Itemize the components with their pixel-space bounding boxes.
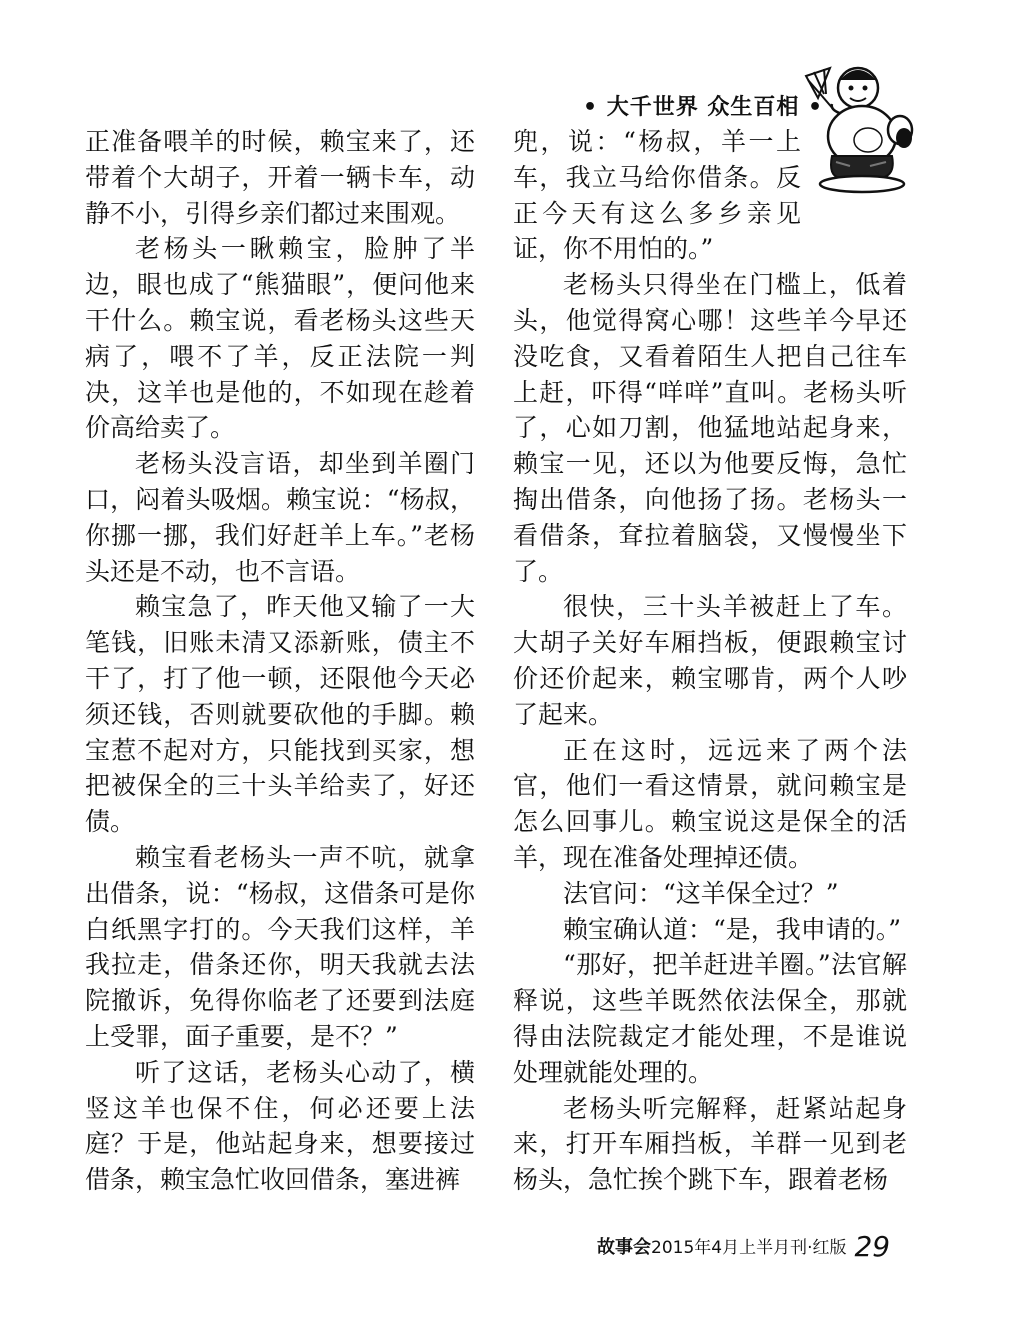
paragraph: 法官问：“这羊保全过？”: [563, 878, 839, 908]
paragraph: 赖宝看老杨头一声不吭，就拿出借条，说：“杨叔，这借条可是你白纸黑字打的。今天我们这样，羊我拉走，借条还你，明天我就去法院撤诉，免得你临老了还要到法庭上受罪，面子重要，是不？”: [85, 842, 475, 1051]
mascot-text-wrap: [801, 124, 907, 200]
paragraph: 正在这时，远远来了两个法官，他们一看这情景，就问赖宝是怎么回事儿。赖宝说这是保全的活羊，现在准备处理掉还债。: [513, 735, 907, 872]
paragraph: 听了这话，老杨头心动了，横竖这羊也保不住，何必还要上法庭？于是，他站起身来，想要接过借条，赖宝急忙收回借条，塞进裤: [85, 1057, 475, 1195]
paragraph: 兜，说：“杨叔，羊一上车，我立马给你借条。反正今天有这么多乡亲见证，你不用怕的。”: [513, 127, 801, 264]
paragraph: “那好，把羊赶进羊圈。”法官解释说，这些羊既然依法保全，那就得由法院裁定才能处理，不是谁说处理就能处理的。: [513, 950, 907, 1087]
right-text-column: [513, 124, 907, 1198]
paragraph: 很快，三十头羊被赶上了车。大胡子关好车厢挡板，便跟赖宝讨价还价起来，赖宝哪肯，两个人吵了起来。: [513, 592, 907, 729]
paragraph: 赖宝确认道：“是，我申请的。”: [563, 914, 902, 944]
left-text-column: [85, 124, 475, 1198]
paragraph: 老杨头没言语，却坐到羊圈门口，闷着头吸烟。赖宝说：“杨叔，你挪一挪，我们好赶羊上车。”老杨头还是不动，也不言语。: [85, 449, 475, 586]
paragraph: 老杨头一瞅赖宝，脸肿了半边，眼也成了“熊猫眼”，便问他来干什么。赖宝说，看老杨头这些天病了，喂不了羊，反正法院一判决，这羊也是他的，不如现在趁着价高给卖了。: [85, 234, 475, 443]
paragraph: 赖宝急了，昨天他又输了一大笔钱，旧账未清又添新账，债主不干了，打了他一顿，还限他今天必须还钱，否则就要砍他的手脚。赖宝惹不起对方，只能找到买家，想把被保全的三十头羊给卖了，好还债。: [85, 592, 475, 837]
page-footer: [597, 1230, 890, 1263]
section-header: • 大千世界 众生百相 •: [583, 95, 824, 120]
paragraph: 老杨头听完解释，赶紧站起身来，打开车厢挡板，羊群一见到老杨头，急忙挨个跳下车，跟着老杨: [513, 1093, 907, 1195]
paragraph: 正准备喂羊的时候，赖宝来了，还带着个大胡子，开着一辆卡车，动静不小，引得乡亲们都过来围观。: [85, 127, 475, 228]
page-number: 29: [854, 1230, 891, 1263]
paragraph: 老杨头只得坐在门槛上，低着头，他觉得窝心哪！这些羊今早还没吃食，又看着陌生人把自己往车上赶，吓得“咩咩”直叫。老杨头听了，心如刀割，他猛地站起身来，赖宝一见，还以为他要反悔，急忙掏出借条，向他扬了扬。老杨头一看借条，耷拉着脑袋，又慢慢坐下了。: [513, 270, 907, 586]
magazine-brand: 故事会: [597, 1237, 651, 1258]
issue-info: 2015年4月上半月刊·红版: [651, 1238, 847, 1258]
